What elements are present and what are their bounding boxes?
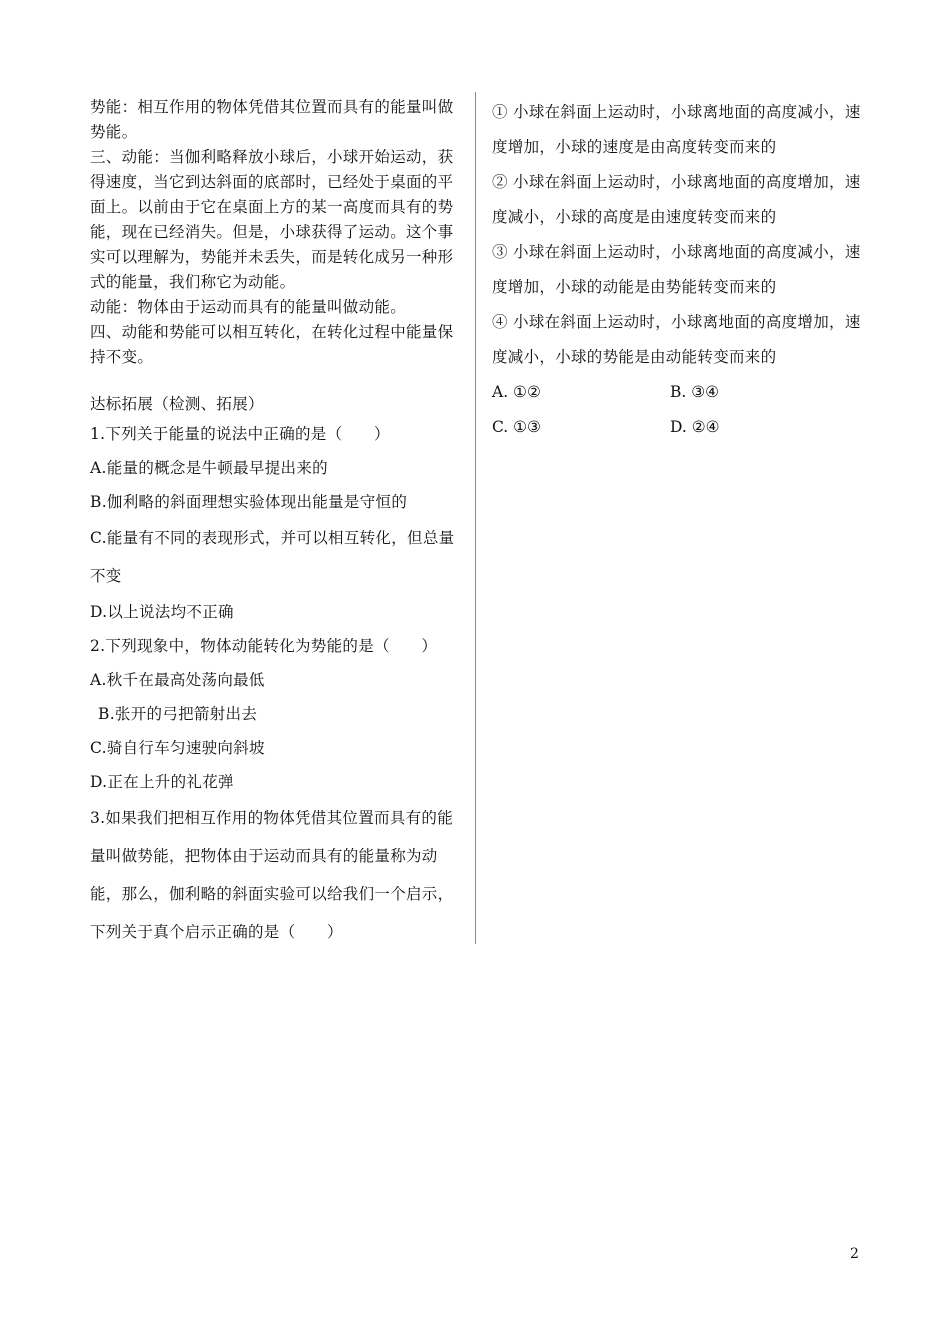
- statement-1: ① 小球在斜面上运动时，小球离地面的高度减小，速度增加，小球的速度是由高度转变而来的: [492, 103, 861, 156]
- options-row-2: [492, 410, 872, 445]
- question-1-option-d: D.以上说法均不正确: [90, 603, 234, 621]
- question-2-option-a: A.秋千在最高处荡向最低: [90, 671, 265, 689]
- question-2-stem: 2.下列现象中，物体动能转化为势能的是（ ）: [90, 637, 438, 655]
- statement-2: ② 小球在斜面上运动时，小球离地面的高度增加，速度减小，小球的高度是由速度转变而来的: [492, 173, 861, 226]
- question-3: [90, 799, 466, 951]
- question-1-option-c: C.能量有不同的表现形式，并可以相互转化，但总量不变: [90, 529, 455, 585]
- column-divider: [475, 92, 476, 944]
- question-1: [90, 417, 466, 629]
- question-3-stem: 3.如果我们把相互作用的物体凭借其位置而具有的能量叫做势能，把物体由于运动而具有的能量称为动能，那么，伽利略的斜面实验可以给我们一个启示，下列关于真个启示正确的是（ ）: [90, 809, 454, 941]
- option-d: D. ②④: [670, 418, 720, 436]
- left-column: [90, 95, 466, 951]
- option-c: C. ①③: [492, 418, 541, 436]
- page-number: 2: [850, 1246, 859, 1262]
- paragraph-potential-energy: 势能：相互作用的物体凭借其位置而具有的能量叫做势能。: [90, 98, 454, 141]
- statement-3: ③ 小球在斜面上运动时，小球离地面的高度减小，速度增加，小球的动能是由势能转变而来的: [492, 243, 861, 296]
- question-2-option-b: B.张开的弓把箭射出去: [98, 705, 258, 723]
- question-1-option-a: A.能量的概念是牛顿最早提出来的: [90, 459, 328, 477]
- paragraph-energy-conversion: 四、动能和势能可以相互转化，在转化过程中能量保持不变。: [90, 323, 454, 366]
- question-1-option-b: B.伽利略的斜面理想实验体现出能量是守恒的: [90, 493, 408, 511]
- question-2: [90, 629, 466, 799]
- options-row-1: [492, 375, 872, 410]
- option-b: B. ③④: [670, 383, 720, 401]
- section-title: 达标拓展（检测、拓展）: [90, 395, 264, 413]
- right-column: [492, 95, 872, 445]
- paragraph-kinetic-energy-intro: 三、动能：当伽利略释放小球后，小球开始运动，获得速度，当它到达斜面的底部时，已经处于桌面的平面上。以前由于它在桌面上方的某一高度而具有的势能，现在已经消失。但是，小球获得了运动。这个事实可以理解为，势能并未丢失，而是转化成另一种形式的能量，我们称它为动能。: [90, 148, 454, 291]
- paragraph-kinetic-energy-definition: 动能：物体由于运动而具有的能量叫做动能。: [90, 298, 407, 316]
- statement-4: ④ 小球在斜面上运动时，小球离地面的高度增加，速度减小，小球的势能是由动能转变而来的: [492, 313, 861, 366]
- option-a: A. ①②: [492, 383, 541, 401]
- question-2-option-c: C.骑自行车匀速驶向斜坡: [90, 739, 265, 757]
- question-2-option-d: D.正在上升的礼花弹: [90, 773, 234, 791]
- question-1-stem: 1.下列关于能量的说法中正确的是（ ）: [90, 425, 390, 443]
